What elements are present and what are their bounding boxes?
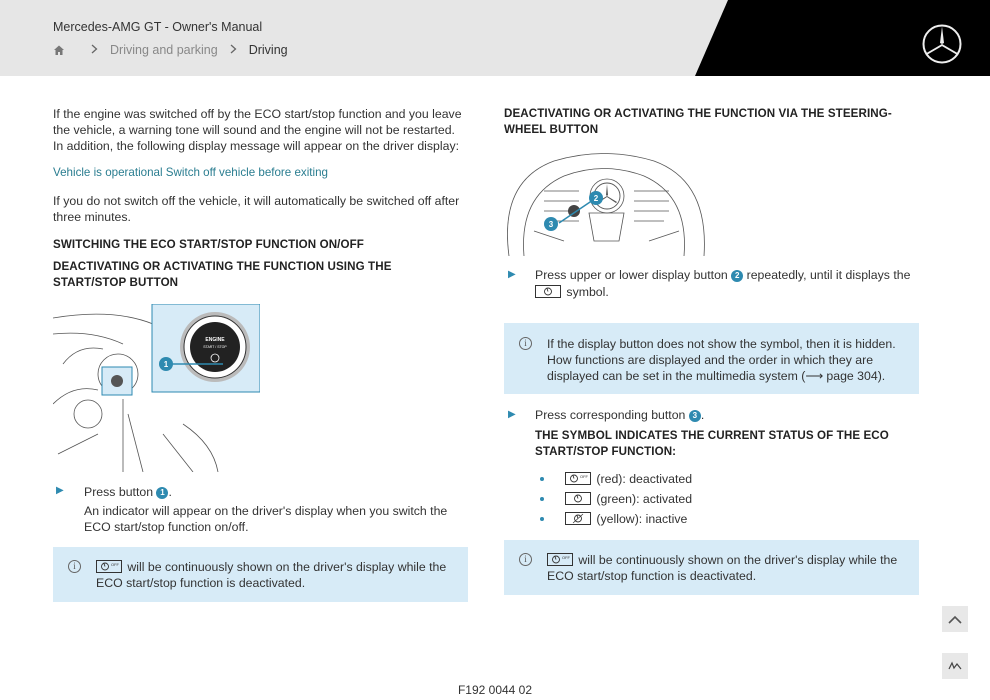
section-heading-on-off: SWITCHING THE ECO START/STOP FUNCTION ON/OFF <box>53 238 364 251</box>
step-press-corresponding: Press corresponding button 3 . <box>535 408 705 422</box>
eco-off-icon <box>547 553 573 566</box>
step-press-button: Press button 1 . <box>84 485 172 499</box>
status-item-yellow: (yellow): inactive <box>565 511 905 527</box>
mercedes-star-icon <box>921 23 963 65</box>
status-item-green: (green): activated <box>565 491 905 507</box>
step-arrow-icon: ▶ <box>56 485 64 496</box>
callout-3: 3 <box>548 220 554 229</box>
eco-off-icon <box>565 472 591 485</box>
figure-code: F192 0044 02 <box>457 683 533 697</box>
callout-2-badge: 2 <box>731 270 743 282</box>
list-bullet <box>540 517 544 521</box>
info-icon: i <box>519 553 532 566</box>
breadcrumb-item-driving-and-parking[interactable]: Driving and parking <box>110 42 218 57</box>
svg-text:OFF: OFF <box>111 562 119 567</box>
step-display-symbol: symbol. <box>535 284 920 300</box>
eco-icon <box>535 285 561 298</box>
scroll-to-top-button[interactable] <box>942 606 968 632</box>
intro-paragraph: If the engine was switched off by the ECO start/stop function and you leave the vehicle, a warning tone will sound and the engine will not be restarted. In addition, the following display message will appear on the driver display: <box>53 107 462 153</box>
home-icon[interactable] <box>53 44 65 56</box>
status-item-red: OFF (red): deactivated <box>565 471 905 487</box>
start-stop-button-illustration <box>53 304 260 472</box>
start-stop-label: START / STOP <box>203 345 227 349</box>
callout-3-badge: 3 <box>689 410 701 422</box>
step-display-button: Press upper or lower display button 2 repeatedly, until it displays the <box>535 268 911 282</box>
chevron-right-icon <box>91 42 98 57</box>
callout-1-badge: 1 <box>156 487 168 499</box>
list-bullet <box>540 497 544 501</box>
display-message: Vehicle is operational Switch off vehicle before exiting <box>53 166 328 179</box>
step-arrow-icon: ▶ <box>508 269 516 280</box>
step-indicator-text: An indicator will appear on the driver's display when you switch the ECO start/stop function on/off. <box>84 504 448 534</box>
info-icon: i <box>68 560 81 573</box>
auto-off-paragraph: If you do not switch off the vehicle, it will automatically be switched off after three minutes. <box>53 194 460 224</box>
page-button[interactable] <box>942 653 968 679</box>
chevron-right-icon <box>230 42 237 57</box>
info-icon: i <box>519 337 532 350</box>
section-heading-steering-wheel: DEACTIVATING OR ACTIVATING THE FUNCTION VIA THE STEERING-WHEEL BUTTON <box>504 107 892 136</box>
step-arrow-icon: ▶ <box>508 409 516 420</box>
status-heading: THE SYMBOL INDICATES THE CURRENT STATUS OF THE ECO START/STOP FUNCTION: <box>535 429 889 458</box>
list-bullet <box>540 477 544 481</box>
breadcrumb <box>53 42 288 57</box>
info-text-right-1: If the display button does not show the symbol, then it is hidden. How functions are displayed and the order in which they are displayed can be set in the multimedia system (⟶ page 304). <box>547 337 896 383</box>
svg-text:OFF: OFF <box>562 555 570 560</box>
start-stop-engine-label: ENGINE <box>205 337 225 343</box>
subheading-start-stop-button: DEACTIVATING OR ACTIVATING THE FUNCTION USING THE START/STOP BUTTON <box>53 260 392 289</box>
chevron-up-icon <box>948 615 962 624</box>
info-text-right-2: OFF will be continuously shown on the driver's display while the ECO start/stop function is deactivated. <box>547 553 898 583</box>
steering-wheel-illustration <box>504 151 710 256</box>
eco-inactive-icon <box>565 512 591 525</box>
breadcrumb-item-driving: Driving <box>248 42 288 57</box>
callout-2: 2 <box>593 194 599 203</box>
callout-1: 1 <box>163 360 169 369</box>
eco-icon <box>565 492 591 505</box>
eco-off-icon <box>96 560 122 573</box>
info-text-left: OFF will be continuously shown on the driver's display while the ECO start/stop function is deactivated. <box>96 560 447 590</box>
svg-text:OFF: OFF <box>580 474 588 479</box>
page-icon <box>948 661 962 671</box>
manual-title: Mercedes-AMG GT - Owner's Manual <box>53 20 263 34</box>
